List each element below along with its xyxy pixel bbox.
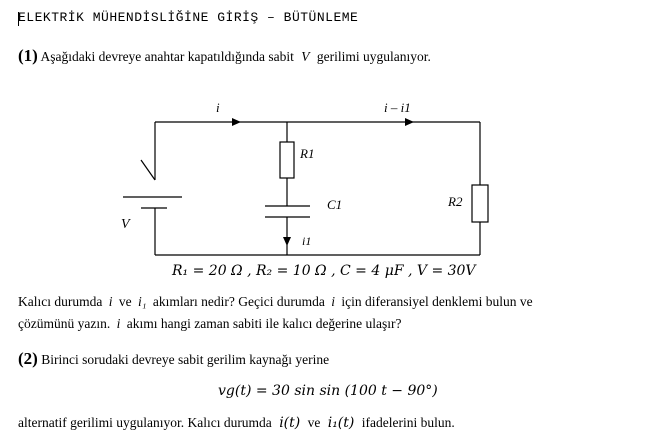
q2-text: ve <box>307 415 321 430</box>
q1-text: için diferansiyel denklemi bulun ve <box>341 294 533 309</box>
resistor-r2 <box>472 185 488 222</box>
page-title: ELEKTRİK MÜHENDİSLİĞİNE GİRİŞ – BÜTÜNLEME <box>18 10 359 25</box>
label-v: V <box>121 217 130 232</box>
q1-text: akımları nedir? Geçici durumda <box>152 294 325 309</box>
question-1-line-1 <box>18 294 533 310</box>
label-i: i <box>216 100 220 115</box>
resistor-r1 <box>280 142 294 178</box>
label-i1: i1 <box>302 234 312 248</box>
var-i1: i₁ <box>138 294 147 309</box>
current-i1-arrow <box>283 237 291 246</box>
question-2-number: (2) <box>18 349 38 368</box>
var-i-t: i(t) <box>279 415 301 431</box>
question-1-intro-text-end: gerilimi uygulanıyor. <box>316 49 431 64</box>
current-i-arrow <box>232 118 241 126</box>
component-values: R₁ = 20 Ω , R₂ = 10 Ω , C = 4 μF , V = 30V <box>172 263 476 279</box>
label-i-minus-i1: i – i1 <box>384 100 411 115</box>
label-c1: C1 <box>327 197 343 212</box>
q1-text: çözümünü yazın. <box>18 316 111 331</box>
question-2-intro-text: Birinci sorudaki devreye sabit gerilim kaynağı yerine <box>41 352 330 367</box>
label-r2: R2 <box>448 194 463 209</box>
q2-text: alternatif gerilimi uygulanıyor. Kalıcı durumda <box>18 415 272 430</box>
label-r1: R1 <box>300 146 315 161</box>
var-i: i <box>116 316 121 331</box>
var-i: i <box>331 294 336 309</box>
question-1-line-2 <box>18 316 402 332</box>
var-i: i <box>108 294 113 309</box>
q1-text: ve <box>118 294 132 309</box>
var-i1-t: i₁(t) <box>327 415 355 431</box>
voltage-symbol: V <box>301 49 310 64</box>
q1-text: akımı hangi zaman sabiti ile kalıcı değerine ulaşır? <box>126 316 402 331</box>
question-1-intro-text: Aşağıdaki devreye anahtar kapatıldığında sabit <box>40 49 294 64</box>
question-1-number: (1) <box>18 46 38 65</box>
question-2-conclusion <box>18 415 455 431</box>
question-2-intro <box>18 349 329 369</box>
source-equation: vg(t) = 30 sin sin (100 t − 90°) <box>218 383 438 399</box>
switch-blade <box>141 160 155 180</box>
q1-text: Kalıcı durumda <box>18 294 103 309</box>
q2-text: ifadelerini bulun. <box>361 415 455 430</box>
current-i-minus-i1-arrow <box>405 118 414 126</box>
